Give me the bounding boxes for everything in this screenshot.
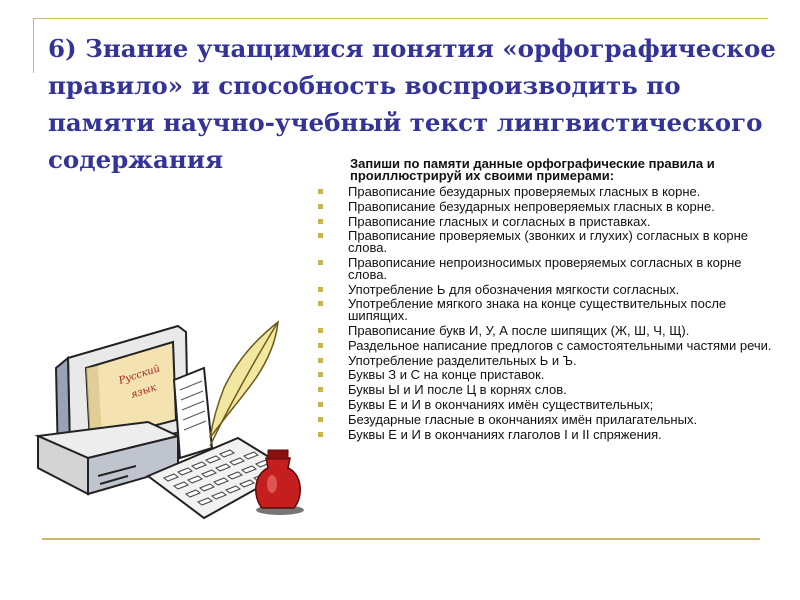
rule-text: Буквы Ы и И после Ц в корнях слов. [348,382,567,398]
frame-bottom-horizontal [42,538,760,540]
square-bullet-icon [318,387,323,392]
square-bullet-icon [318,402,323,407]
square-bullet-icon [318,301,323,306]
square-bullet-icon [318,233,323,238]
square-bullet-icon [318,358,323,363]
square-bullet-icon [318,343,323,348]
square-bullet-icon [318,204,323,209]
square-bullet-icon [318,287,323,292]
rule-text: Правописание безударных проверяемых гласных в корне. [348,184,701,199]
rule-text: Раздельное написание предлогов с самостоятельными частями речи. [348,337,772,353]
list-item [316,352,781,368]
list-item [316,213,781,229]
rule-text: Правописание гласных и согласных в приставках. [348,213,651,229]
square-bullet-icon [318,328,323,333]
rule-text: Безударные гласные в окончаниях имён прилагательных. [348,411,698,427]
rule-text: Буквы Е и И в окончаниях глаголов I и II спряжения. [348,426,662,442]
rule-text: Употребление мягкого знака на конце существительных после шипящих. [348,296,727,324]
list-item [316,281,781,297]
list-item [316,230,781,254]
list-item [316,298,781,322]
rule-text: Употребление Ь для обозначения мягкости согласных. [348,281,680,297]
list-item [316,369,781,381]
slide-title: 6) Знание учащимися понятия «орфографическое правило» и способность воспроизводить по памяти научно-учебный текст лингвистического содержания [48,34,776,174]
square-bullet-icon [318,189,323,194]
square-bullet-icon [318,417,323,422]
square-bullet-icon [318,260,323,265]
list-item [316,411,781,427]
frame-top-horizontal [33,18,768,19]
rule-text: Буквы Е и И в окончаниях имён существительных; [348,396,654,412]
paper-sheet [174,368,212,458]
list-item [316,396,781,412]
screen-label-line2: язык [129,382,158,401]
list-item [316,384,781,396]
computer-quill-inkwell-illustration [28,318,318,528]
square-bullet-icon [318,372,323,377]
rule-text: Правописание безударных непроверяемых гласных в корне. [348,198,715,214]
list-item [316,337,781,353]
rule-text: Буквы З и С на конце приставок. [348,367,545,383]
rule-text: Правописание проверяемых (звонких и глухих) согласных в корне слова. [348,228,748,256]
list-item [316,426,781,442]
square-bullet-icon [318,219,323,224]
rule-text: Употребление разделительных Ь и Ъ. [348,352,577,368]
screen-label-line1: Русский [117,363,162,387]
frame-top-left-vertical [33,18,34,73]
rule-text: Правописание букв И, У, А после шипящих (Ж, Ш, Ч, Щ). [348,322,690,338]
list-item [316,322,781,338]
rule-text: Правописание непроизносимых проверяемых согласных в корне слова. [348,254,742,282]
instructions-heading: Запиши по памяти данные орфографические правила и проиллюстрируй их своими примерами: [350,156,715,183]
list-item [316,186,781,198]
rules-list [316,186,781,443]
list-item [316,254,781,282]
list-item [316,198,781,214]
square-bullet-icon [318,432,323,437]
